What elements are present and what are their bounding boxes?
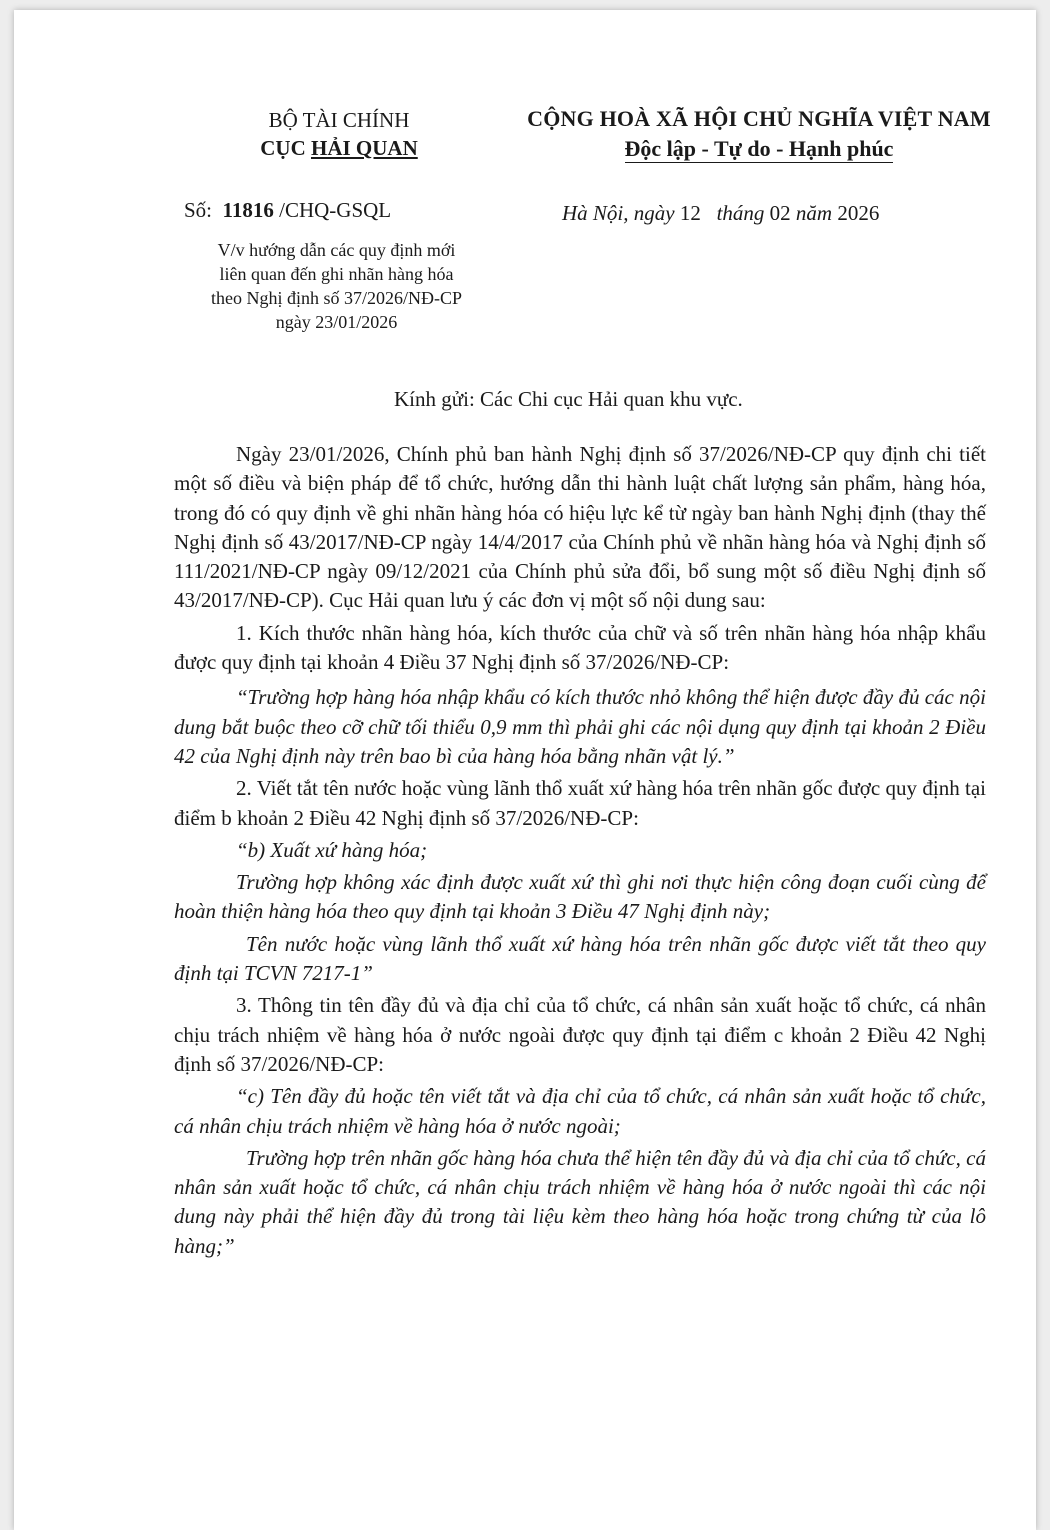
national-heading [494,104,1024,164]
document-body [174,440,986,1261]
department-name: CỤC HẢI QUAN [260,136,418,160]
subject-line: V/v hướng dẫn các quy định mới liên quan đến ghi nhãn hàng hóa theo Nghị định số 37/2026/NĐ-CP ngày 23/01/2026 [210,240,462,332]
document-page [14,10,1036,1530]
item-3-quote-c: “c) Tên đầy đủ hoặc tên viết tắt và địa chỉ của tổ chức, cá nhân sản xuất hoặc tổ chức, cá nhân chịu trách nhiệm về hàng hóa ở nước ngoài; [174,1084,986,1138]
item-2: 2. Viết tắt tên nước hoặc vùng lãnh thổ xuất xứ hàng hóa trên nhãn gốc được quy định tại điểm b khoản 2 Điều 42 Nghị định số 37/2026/NĐ-CP: [174,776,986,830]
nation-title: CỘNG HOÀ XÃ HỘI CHỦ NGHĨA VIỆT NAM [527,106,991,131]
recipient: Kính gửi: Các Chi cục Hải quan khu vực. [394,387,743,411]
item-2-quote-b: “b) Xuất xứ hàng hóa; [236,837,428,862]
item-1: 1. Kích thước nhãn hàng hóa, kích thước của chữ và số trên nhãn hàng hóa nhập khẩu được quy định tại khoản 4 Điều 37 Nghị định số 37/2026/NĐ-CP: [174,620,986,675]
item-3-quote-text: Trường hợp trên nhãn gốc hàng hóa chưa thể hiện tên đầy đủ và địa chỉ của tổ chức, cá nhân sản xuất hoặc tổ chức, cá nhân chịu trách nhiệm về hàng hóa ở nước ngoài thì các nội dung này phải thể hiện đầy đủ trong tài liệu kèm theo hàng hóa hoặc trong chứng từ của lô hàng;” [174,1145,986,1258]
place-and-date: Hà Nội, ngày 12 tháng 02 năm 2026 [562,201,880,225]
issuing-agency [164,106,514,162]
item-2-quote-text: Trường hợp không xác định được xuất xứ thì ghi nơi thực hiện công đoạn cuối cùng để hoàn thiện hàng hóa theo quy định tại khoản 3 Điều 47 Nghị định này; [174,870,986,924]
document-number: Số: 11816 /CHQ-GSQL [184,198,392,222]
item-1-quote: “Trường hợp hàng hóa nhập khẩu có kích thước nhỏ không thể hiện được đầy đủ các nội dung bắt buộc theo cỡ chữ tối thiểu 0,9 mm thì phải ghi các nội dụng quy định tại khoản 2 Điều 42 của Nghị định này trên bao bì của hàng hóa bằng nhãn vật lý.” [174,685,986,768]
item-3: 3. Thông tin tên đầy đủ và địa chỉ của tổ chức, cá nhân sản xuất hoặc tổ chức, cá nhân chịu trách nhiệm về hàng hóa ở nước ngoài được quy định tại điểm c khoản 2 Điều 42 Nghị định số 37/2026/NĐ-CP: [174,993,986,1076]
ministry-name: BỘ TÀI CHÍNH [268,108,410,132]
intro-paragraph: Ngày 23/01/2026, Chính phủ ban hành Nghị định số 37/2026/NĐ-CP quy định chi tiết một số điều và biện pháp để tổ chức, hướng dẫn thi hành luật chất lượng sản phẩm, hàng hóa, trong đó có quy định về ghi nhãn hàng hóa có hiệu lực kể từ ngày ban hành Nghị định (thay thế Nghị định số 43/2017/NĐ-CP ngày 14/4/2017 của Chính phủ về nhãn hàng hóa và Nghị định số 111/2021/NĐ-CP ngày 09/12/2021 của Chính phủ sửa đổi, bổ sung một số điều Nghị định số 43/2017/NĐ-CP). Cục Hải quan lưu ý các đơn vị một số nội dung sau: [174,442,986,613]
motto: Độc lập - Tự do - Hạnh phúc [624,136,894,161]
item-2-quote-end: Tên nước hoặc vùng lãnh thổ xuất xứ hàng hóa trên nhãn gốc được viết tắt theo quy định tại TCVN 7217-1” [174,931,986,986]
